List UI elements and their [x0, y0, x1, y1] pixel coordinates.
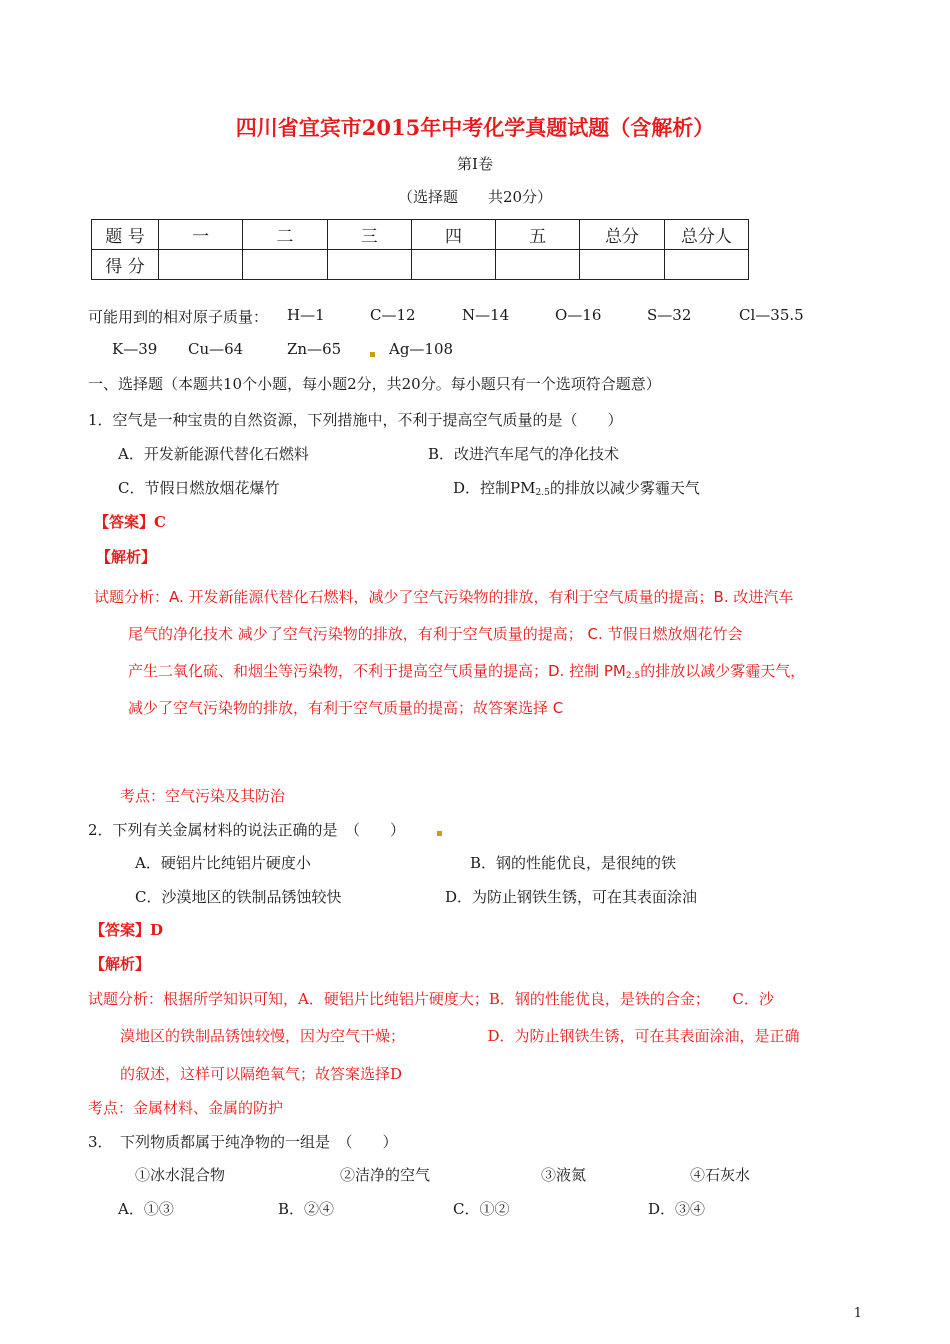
q3-option-a: A．①③	[118, 1200, 174, 1218]
table-cell: 总分人	[664, 220, 748, 250]
q1-analysis-line: 试题分析：A. 开发新能源代替化石燃料，减少了空气污染物的排放，有利于空气质量的提高；B. 改进汽车	[94, 588, 794, 606]
decorative-dot-icon	[437, 823, 442, 841]
q1-analysis-line: 尾气的净化技术 减少了空气污染物的排放，有利于空气质量的提高； C. 节假日燃放烟花竹会	[128, 625, 743, 643]
table-cell: 得 分	[92, 250, 159, 280]
q2-answer: 【答案】D	[90, 921, 164, 939]
score-table	[91, 219, 749, 280]
q3-option-b: B．②④	[278, 1200, 335, 1218]
q2-stem: 2．下列有关金属材料的说法正确的是 （ ）	[88, 821, 406, 839]
score-input-cell[interactable]	[664, 250, 748, 280]
score-input-cell[interactable]	[580, 250, 664, 280]
volume-label: 第Ⅰ卷	[457, 155, 493, 173]
section-note: （选择题 共20分）	[397, 188, 553, 206]
q3-item: ③液氮	[541, 1166, 587, 1184]
table-cell: 二	[243, 220, 327, 250]
q3-stem: 3． 下列物质都属于纯净物的一组是 （ ）	[88, 1133, 398, 1151]
atomic-mass-item: Cl—35.5	[739, 306, 804, 324]
score-input-cell[interactable]	[327, 250, 411, 280]
decorative-dot-icon	[370, 344, 375, 362]
q3-item: ④石灰水	[690, 1166, 751, 1184]
score-input-cell[interactable]	[496, 250, 580, 280]
q3-item: ②洁净的空气	[340, 1166, 431, 1184]
q3-item: ①冰水混合物	[135, 1166, 226, 1184]
atomic-mass-item: Ag—108	[389, 340, 454, 358]
q1-analysis-line: 产生二氧化硫、和烟尘等污染物，不利于提高空气质量的提高；D. 控制 $PM_{2.5}$的排放以减少雾霾天气，	[128, 662, 806, 681]
q1-option-c: C．节假日燃放烟花爆竹	[118, 479, 280, 497]
atomic-mass-item: N—14	[462, 306, 510, 324]
atomic-mass-item: S—32	[647, 306, 692, 324]
q2-option-a: A．硬铝片比纯铝片硬度小	[135, 854, 311, 872]
page-title: 四川省宜宾市2015年中考化学真题试题（含解析）	[235, 115, 715, 140]
q3-option-c: C．①②	[453, 1200, 510, 1218]
q2-analysis-label: 【解析】	[90, 955, 151, 973]
table-cell: 一	[159, 220, 243, 250]
score-table-score-row	[92, 250, 749, 280]
atomic-mass-intro: 可能用到的相对原子质量：	[88, 308, 269, 326]
q2-option-d: D．为防止钢铁生锈，可在其表面涂油	[445, 888, 698, 906]
score-input-cell[interactable]	[411, 250, 495, 280]
q2-kaodian: 考点：金属材料、金属的防护	[88, 1099, 284, 1117]
page-number: 1	[853, 1306, 862, 1321]
q1-analysis-line: 减少了空气污染物的排放，有利于空气质量的提高；故答案选择 C	[128, 699, 564, 717]
table-cell: 四	[411, 220, 495, 250]
q2-option-b: B．钢的性能优良，是很纯的铁	[470, 854, 677, 872]
atomic-mass-item: Cu—64	[188, 340, 244, 358]
q1-option-a: A．开发新能源代替化石燃料	[118, 445, 309, 463]
q2-analysis-line: 试题分析：根据所学知识可知，A．硬铝片比纯铝片硬度大；B．钢的性能优良，是铁的合金； C．沙	[88, 990, 774, 1008]
score-input-cell[interactable]	[159, 250, 243, 280]
q2-analysis-line: 的叙述，这样可以隔绝氧气；故答案选择D	[120, 1065, 403, 1083]
atomic-mass-item: C—12	[370, 306, 416, 324]
table-cell: 题 号	[92, 220, 159, 250]
q1-kaodian: 考点：空气污染及其防治	[120, 787, 286, 805]
score-table-header-row	[92, 220, 749, 250]
part1-heading: 一、选择题（本题共10个小题，每小题2分，共20分。每小题只有一个选项符合题意）	[88, 375, 661, 393]
q3-option-d: D．③④	[648, 1200, 706, 1218]
table-cell: 总分	[580, 220, 664, 250]
q1-analysis-label: 【解析】	[96, 548, 157, 566]
q2-option-c: C．沙漠地区的铁制品锈蚀较快	[135, 888, 342, 906]
q1-option-d: D．控制$PM_{2.5}$的排放以减少雾霾天气	[453, 479, 700, 498]
q1-answer: 【答案】C	[94, 513, 166, 531]
table-cell: 五	[496, 220, 580, 250]
atomic-mass-item: K—39	[112, 340, 158, 358]
q2-analysis-line: 漠地区的铁制品锈蚀较慢，因为空气干燥； D．为防止钢铁生锈，可在其表面涂油，是正确	[120, 1027, 800, 1045]
q1-stem: 1．空气是一种宝贵的自然资源，下列措施中，不利于提高空气质量的是（ ）	[88, 411, 623, 429]
atomic-mass-item: O—16	[555, 306, 602, 324]
score-input-cell[interactable]	[243, 250, 327, 280]
atomic-mass-item: H—1	[287, 306, 325, 324]
table-cell: 三	[327, 220, 411, 250]
atomic-mass-item: Zn—65	[287, 340, 342, 358]
q1-option-b: B．改进汽车尾气的净化技术	[428, 445, 620, 463]
